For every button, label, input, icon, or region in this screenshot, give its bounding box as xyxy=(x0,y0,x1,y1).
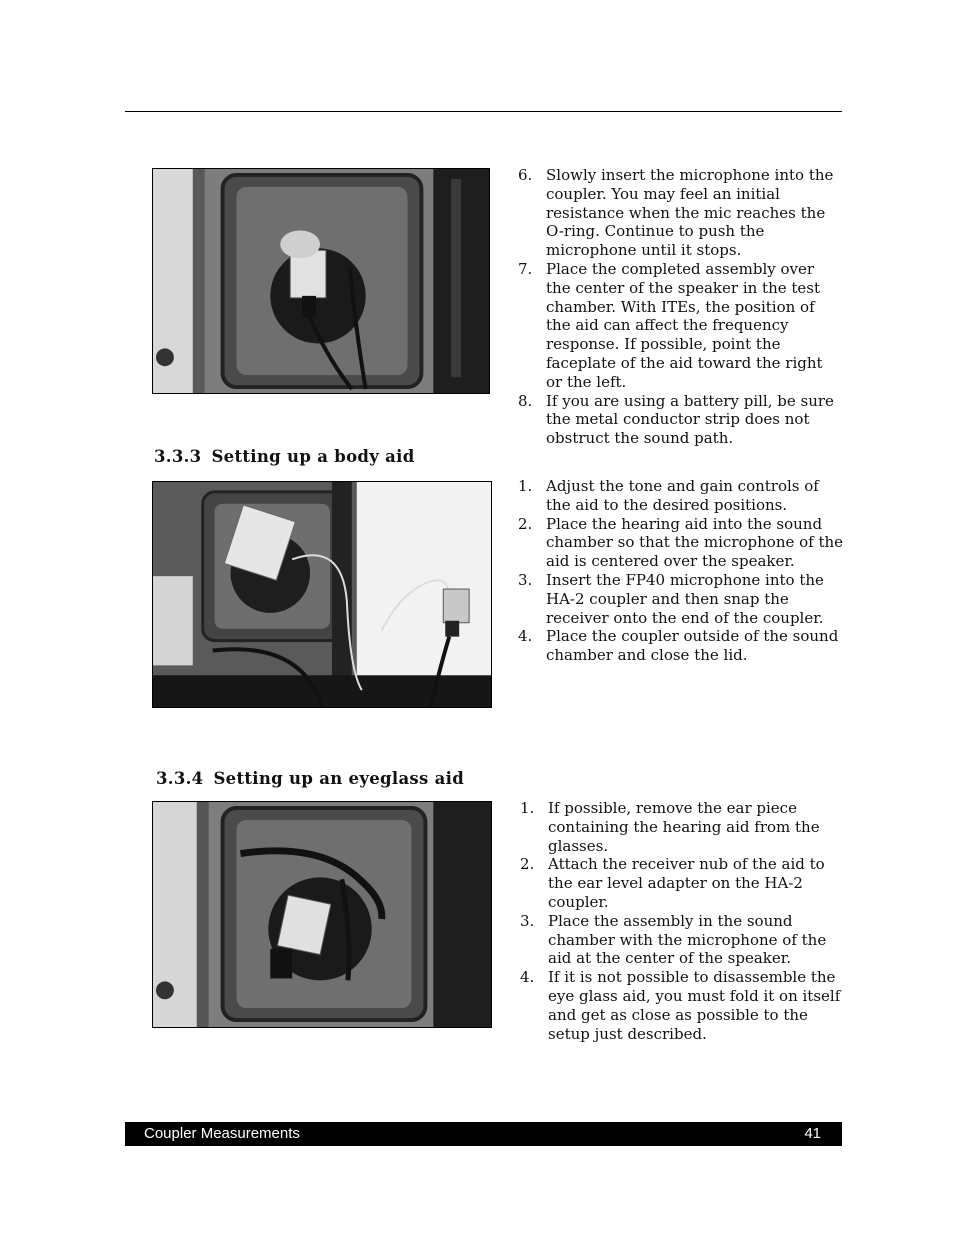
photo-eyeglass-aid-setup xyxy=(152,801,492,1028)
list-item: 3. Place the assembly in the sound chamber with the microphone of the aid at the center of the speaker. xyxy=(520,911,827,968)
list-item: 3. Insert the FP40 microphone into the HA-2 coupler and then snap the receiver onto the end of the coupler. xyxy=(518,570,824,627)
list-item: 4. If it is not possible to disassemble the eye glass aid, you must fold it on itself and get as close as possible to the setup just described. xyxy=(520,968,841,1043)
steps-list-body-aid xyxy=(518,477,844,665)
list-item: 6. Slowly insert the microphone into the coupler. You may feel an initial resistance when the mic reaches the O-ring. Continue to push the microphone until it stops. xyxy=(518,166,834,260)
photo-body-aid-setup xyxy=(152,481,492,708)
footer-title: Coupler Measurements xyxy=(144,1125,300,1142)
list-item: 2. Place the hearing aid into the sound chamber so that the microphone of the aid is centered over the speaker. xyxy=(518,514,844,571)
list-item: 2. Attach the receiver nub of the aid to the ear level adapter on the HA-2 coupler. xyxy=(520,855,825,911)
section-heading-eyeglass-aid: 3.3.4 Setting up an eyeglass aid xyxy=(156,769,465,788)
list-item: 8. If you are using a battery pill, be sure the metal conductor strip does not obstruct the sound path. xyxy=(518,391,834,448)
list-item: 4. Place the coupler outside of the sound chamber and close the lid. xyxy=(518,627,839,665)
page-footer xyxy=(125,1122,842,1146)
header-rule xyxy=(125,111,842,112)
page-number: 41 xyxy=(804,1125,821,1142)
list-item: 7. Place the completed assembly over the center of the speaker in the test chamber. With ITEs, the position of the aid can affect the frequency response. If possible, point the faceplate of the aid toward the right or the left. xyxy=(518,259,823,391)
list-item: 1. If possible, remove the ear piece containing the hearing aid from the glasses. xyxy=(520,799,820,855)
steps-list-eyeglass-aid xyxy=(520,799,842,1043)
section-heading-body-aid: 3.3.3 Setting up a body aid xyxy=(154,447,415,466)
list-item: 1. Adjust the tone and gain controls of the aid to the desired positions. xyxy=(518,477,819,514)
steps-list-6-8 xyxy=(518,166,838,448)
photo-ite-aid-in-chamber xyxy=(152,168,490,394)
